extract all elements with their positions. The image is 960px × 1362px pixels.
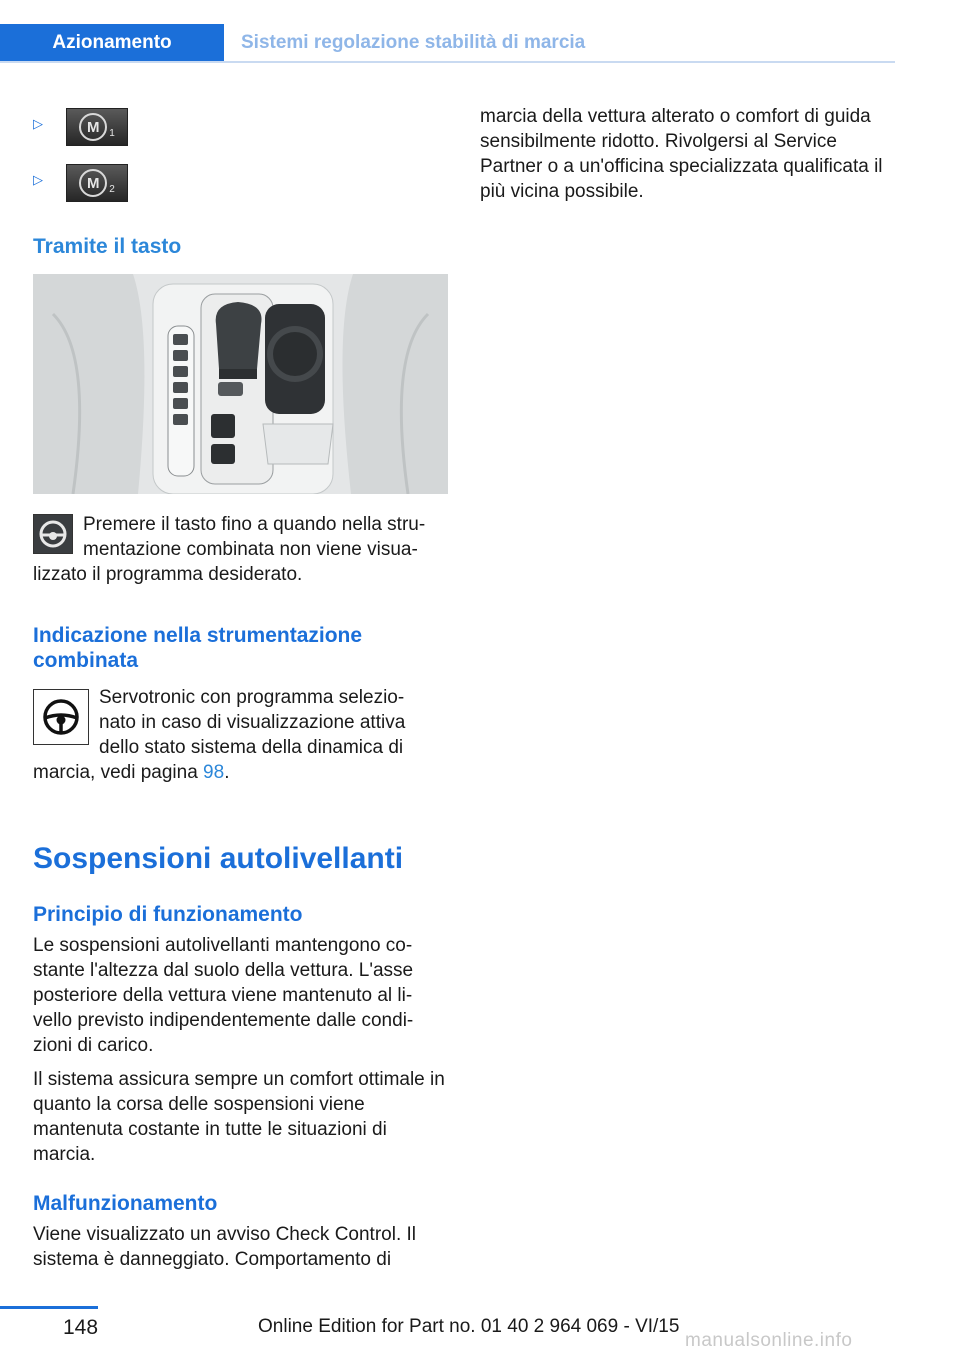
section-tab[interactable]: Azionamento — [0, 24, 224, 61]
heading-principio: Principio di funzionamento — [33, 903, 303, 926]
bullet-m2 — [33, 164, 153, 204]
edition-text: Online Edition for Part no. 01 40 2 964 069 - VI/15 — [258, 1316, 680, 1337]
heading-indicazione-line1: Indicazione nella strumentazione — [33, 624, 363, 647]
chapter-title[interactable]: Sistemi regolazione stabilità di marcia — [241, 32, 586, 53]
servo-line2: nato in caso di visualizzazione attiva — [99, 712, 406, 733]
heading-sospensioni: Sospensioni autolivellanti — [33, 842, 404, 875]
bullet-m1 — [33, 108, 153, 148]
continued-paragraph: marcia della vettura alterato o comfort di guida sensibilmente ridotto. Rivolgersi al Service Partner o a un'officina specializzata qualificata il più vicina possibile. — [480, 106, 883, 202]
m2-button-icon — [66, 164, 128, 202]
watermark: manualsonline.info — [685, 1330, 853, 1351]
malfunzionamento-paragraph: Viene visualizzato un avviso Check Control. Il sistema è danneggiato. Comportamento di — [33, 1224, 417, 1270]
triangle-right-icon: ▷ — [33, 116, 43, 131]
footer-rule — [0, 1306, 98, 1309]
m-letter: M — [79, 169, 107, 197]
servo-line4-end: . — [224, 762, 230, 783]
header-rule — [0, 61, 895, 63]
page-link-98[interactable]: 98 — [203, 762, 225, 783]
steering-wheel-icon — [33, 689, 89, 745]
page-number: 148 — [63, 1316, 99, 1339]
servo-line4 — [33, 760, 448, 785]
m1-button-icon — [66, 108, 128, 146]
press-text-line3: lizzato il programma desiderato. — [33, 564, 303, 585]
principio-paragraph: Le sospensioni autolivellanti mantengono co-stante l'altezza dal suolo della vettura. L'asse posteriore della vettura viene mantenuto al li-vello previsto indipendentemente dalle condi-zioni di carico. — [33, 935, 414, 1056]
steering-mode-button-icon — [33, 514, 73, 554]
triangle-right-icon: ▷ — [33, 172, 43, 187]
m-index: 2 — [109, 183, 115, 195]
heading-tramite: Tramite il tasto — [33, 235, 182, 258]
heading-indicazione-line2: combinata — [33, 649, 139, 672]
center-console-image — [33, 274, 448, 494]
press-text-line1: Premere il tasto fino a quando nella stru- — [83, 514, 426, 535]
servo-line4-text: marcia, vedi pagina — [33, 762, 204, 783]
servo-line3: dello stato sistema della dinamica di — [99, 737, 404, 758]
servo-line1: Servotronic con programma selezio- — [99, 687, 405, 708]
comfort-paragraph: Il sistema assicura sempre un comfort ottimale in quanto la corsa delle sospensioni viene mantenuta costante in tutte le situazioni di marcia. — [33, 1069, 445, 1165]
m-letter: M — [79, 113, 107, 141]
press-text-line2: mentazione combinata non viene visua- — [83, 539, 418, 560]
m-index: 1 — [109, 127, 115, 139]
page-header — [0, 24, 895, 62]
heading-malfunzionamento: Malfunzionamento — [33, 1192, 218, 1215]
